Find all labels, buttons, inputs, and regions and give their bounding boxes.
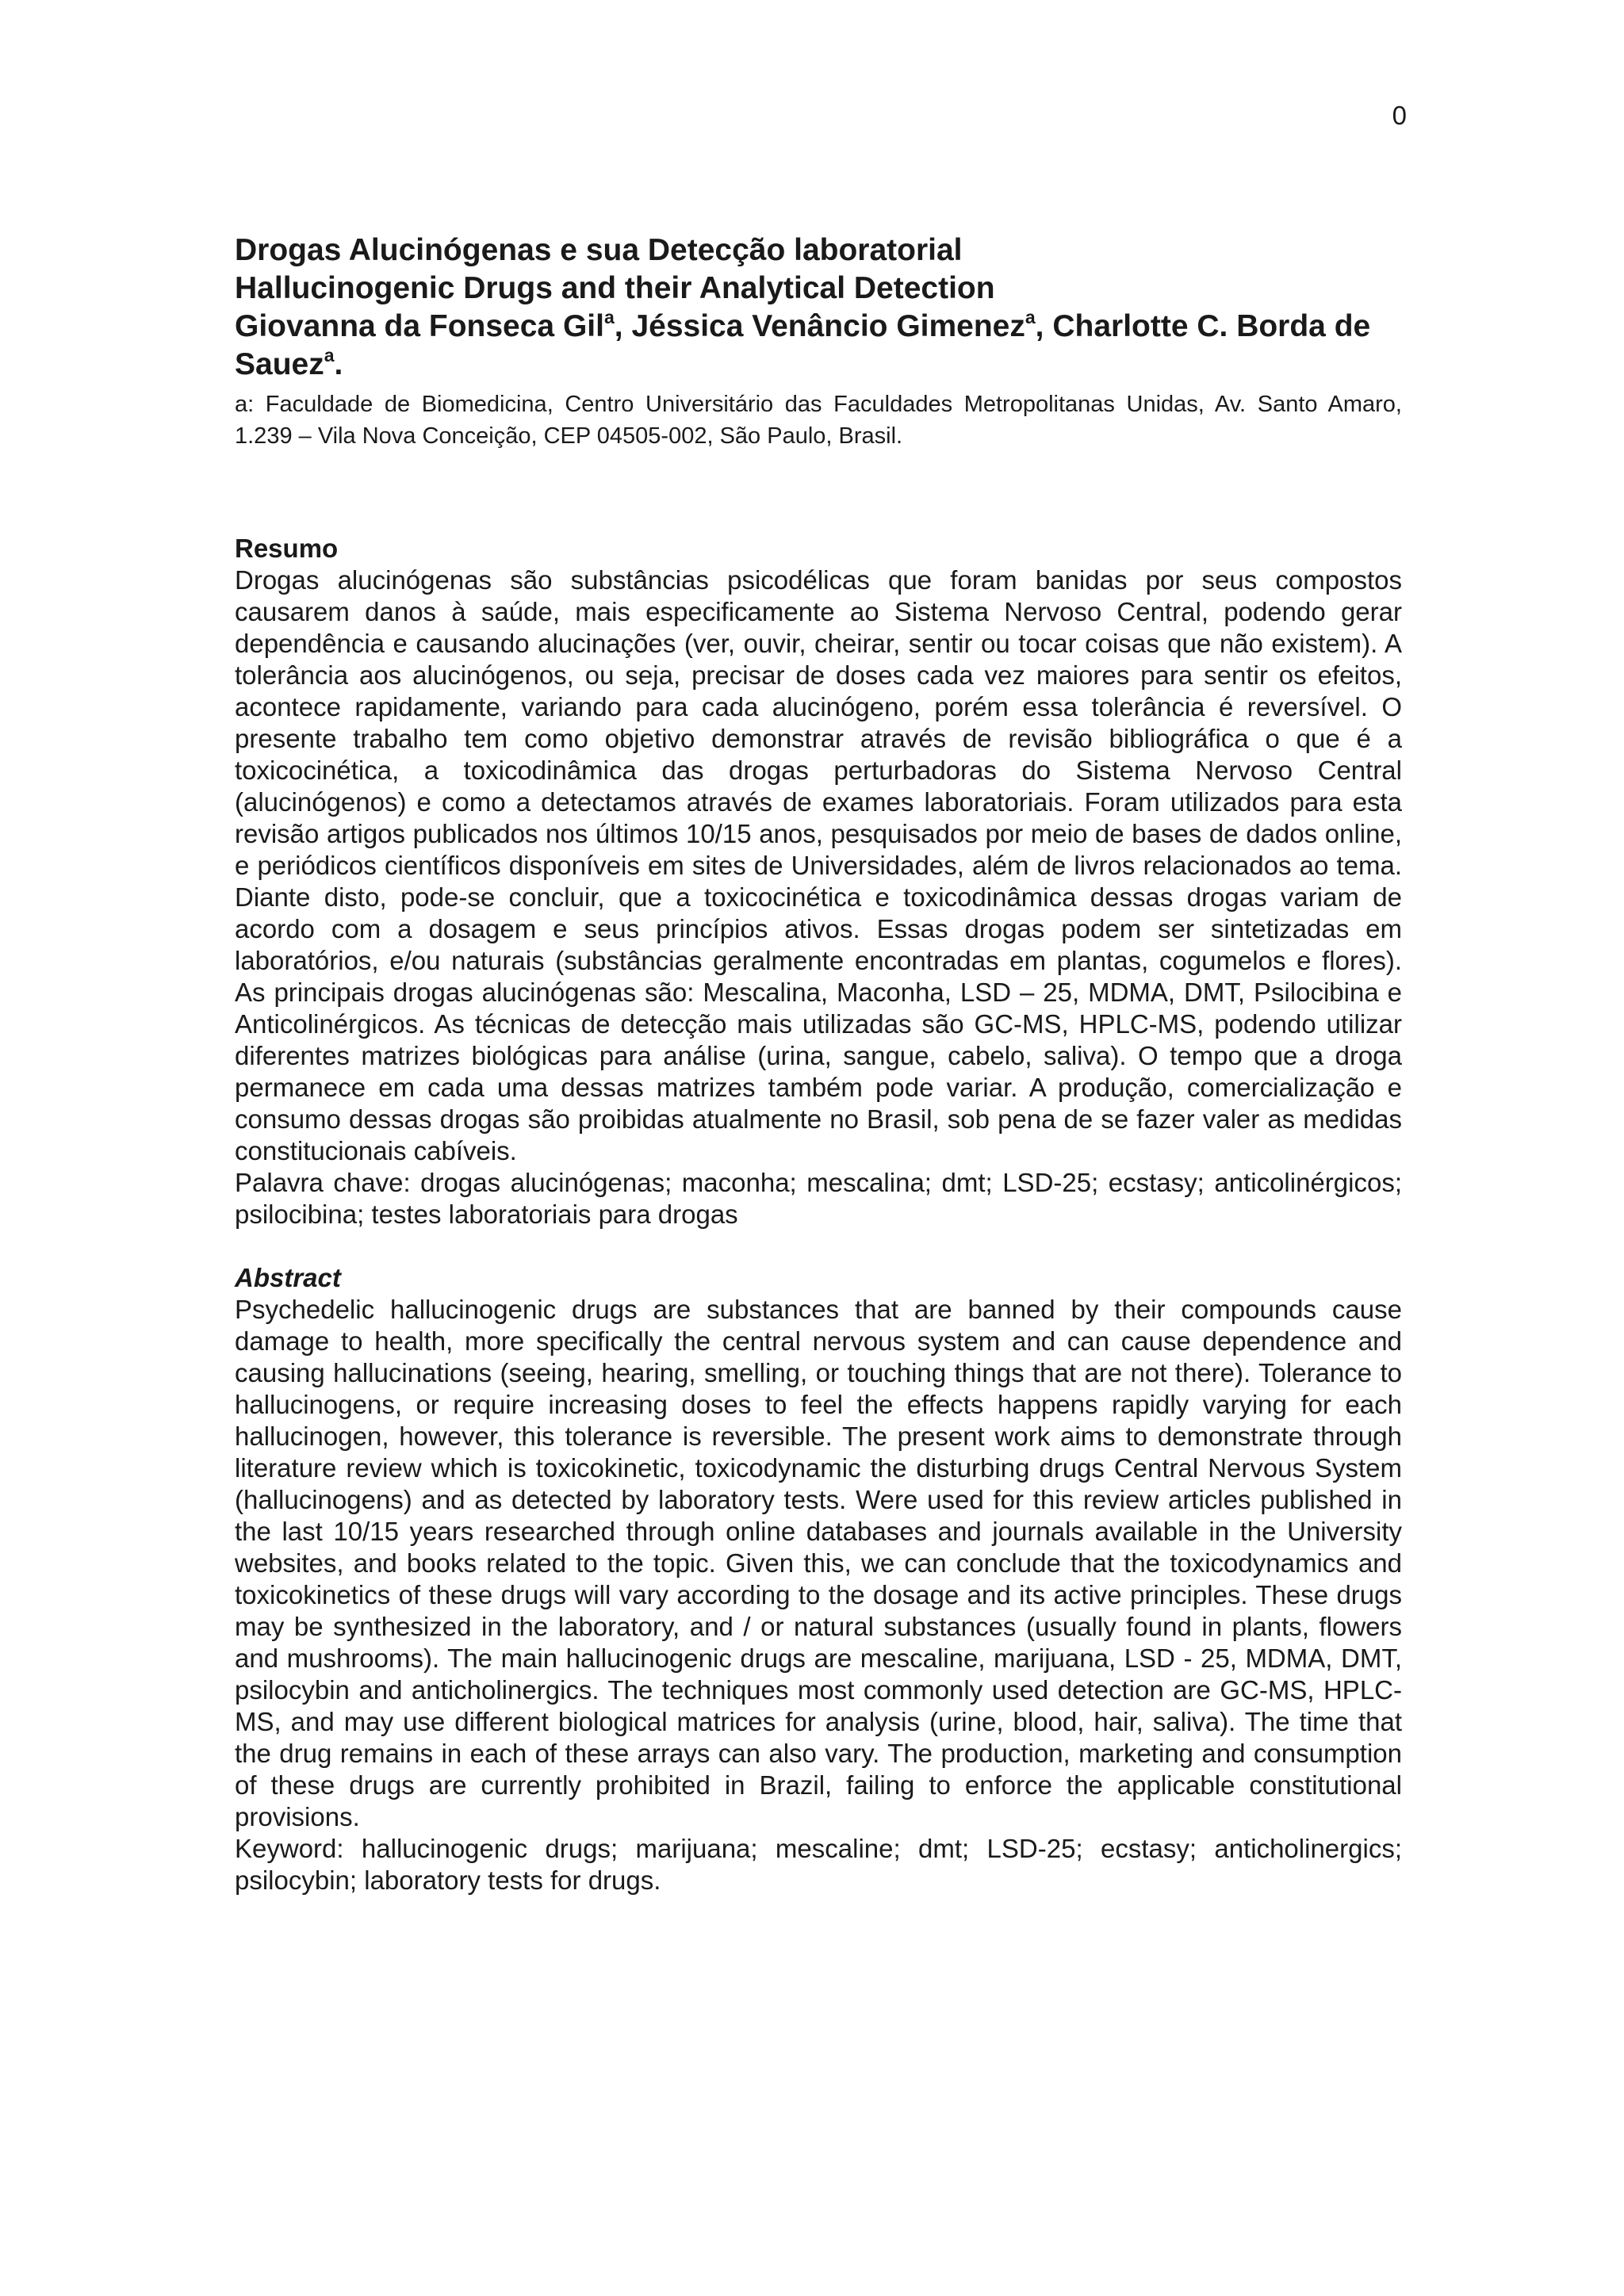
- author-name: Charlotte C. Borda de Sauez: [235, 309, 1371, 381]
- resumo-heading: Resumo: [235, 534, 339, 563]
- title-portuguese: Drogas Alucinógenas e sua Detecção laboratorial: [235, 233, 963, 267]
- resumo-keywords: Palavra chave: drogas alucinógenas; maconha; mescalina; dmt; LSD-25; ecstasy; anticolinérgicos; psilocibina; testes laboratoriais para drogas: [235, 1168, 1402, 1229]
- author-affiliation-mark: a: [603, 307, 615, 327]
- title-block: [235, 232, 1402, 384]
- paper-content: [235, 232, 1402, 1896]
- author-list: [235, 308, 1402, 384]
- author-separator: .: [334, 347, 343, 381]
- affiliation: a: Faculdade de Biomedicina, Centro Universitário das Faculdades Metropolitanas Unidas, Av. Santo Amaro, 1.239 – Vila Nova Conceição, CEP 04505-002, São Paulo, Brasil.: [235, 392, 1402, 449]
- author-name: Jéssica Venâncio Gimenez: [631, 309, 1025, 343]
- author-separator: ,: [614, 309, 632, 343]
- page-number: 0: [1392, 101, 1407, 130]
- abstract-text: Psychedelic hallucinogenic drugs are substances that are banned by their compounds cause damage to health, more specifically the central nervous system and can cause dependence and causing hallucinations (seeing, hearing, smelling, or touching things that are not there). Tolerance to hallucinogens, or require increasing doses to feel the effects happens rapidly varying for each hallucinogen, however, this tolerance is reversible. The present work aims to demonstrate through literature review which is toxicokinetic, toxicodynamic the disturbing drugs Central Nervous System (hallucinogens) and as detected by laboratory tests. Were used for this review articles published in the last 10/15 years researched through online databases and journals available in the University websites, and books related to the topic. Given this, we can conclude that the toxicodynamics and toxicokinetics of these drugs will vary according to the dosage and its active principles. These drugs may be synthesized in the laboratory, and / or natural substances (usually found in plants, flowers and mushrooms). The main hallucinogenic drugs are mescaline, marijuana, LSD - 25, MDMA, DMT, psilocybin and anticholinergics. The techniques most commonly used detection are GC-MS, HPLC-MS, and may use different biological matrices for analysis (urine, blood, hair, saliva). The time that the drug remains in each of these arrays can also vary. The production, marketing and consumption of these drugs are currently prohibited in Brazil, failing to enforce the applicable constitutional provisions.: [235, 1295, 1402, 1831]
- abstract-heading: Abstract: [235, 1263, 341, 1292]
- resumo-text: Drogas alucinógenas são substâncias psicodélicas que foram banidas por seus compostos causarem danos à saúde, mais especificamente ao Sistema Nervoso Central, podendo gerar dependência e causando alucinações (ver, ouvir, cheirar, sentir ou tocar coisas que não existem). A tolerância aos alucinógenos, ou seja, precisar de doses cada vez maiores para sentir os efeitos, acontece rapidamente, variando para cada alucinógeno, porém essa tolerância é reversível. O presente trabalho tem como objetivo demonstrar através de revisão bibliográfica o que é a toxicocinética, a toxicodinâmica das drogas perturbadoras do Sistema Nervoso Central (alucinógenos) e como a detectamos através de exames laboratoriais. Foram utilizados para esta revisão artigos publicados nos últimos 10/15 anos, pesquisados por meio de bases de dados online, e periódicos científicos disponíveis em sites de Universidades, além de livros relacionados ao tema. Diante disto, pode-se concluir, que a toxicocinética e toxicodinâmica dessas drogas variam de acordo com a dosagem e seus princípios ativos. Essas drogas podem ser sintetizadas em laboratórios, e/ou naturais (substâncias geralmente encontradas em plantas, cogumelos e flores). As principais drogas alucinógenas são: Mescalina, Maconha, LSD – 25, MDMA, DMT, Psilocibina e Anticolinérgicos. As técnicas de detecção mais utilizadas são GC-MS, HPLC-MS, podendo utilizar diferentes matrizes biológicas para análise (urina, sangue, cabelo, saliva). O tempo que a droga permanece em cada uma dessas matrizes também pode variar. A produção, comercialização e consumo dessas drogas são proibidas atualmente no Brasil, sob pena de se fazer valer as medidas constitucionais cabíveis.: [235, 565, 1402, 1165]
- author-separator: ,: [1035, 309, 1053, 343]
- resumo-section: [235, 533, 1402, 1230]
- abstract-section: [235, 1262, 1402, 1896]
- title-english: Hallucinogenic Drugs and their Analytical Detection: [235, 271, 995, 305]
- author-affiliation-mark: a: [1025, 307, 1036, 327]
- abstract-keywords: Keyword: hallucinogenic drugs; marijuana; mescaline; dmt; LSD-25; ecstasy; anticholinergics; psilocybin; laboratory tests for drugs.: [235, 1834, 1402, 1895]
- author-affiliation-mark: a: [324, 345, 335, 365]
- author-name: Giovanna da Fonseca Gil: [235, 309, 604, 343]
